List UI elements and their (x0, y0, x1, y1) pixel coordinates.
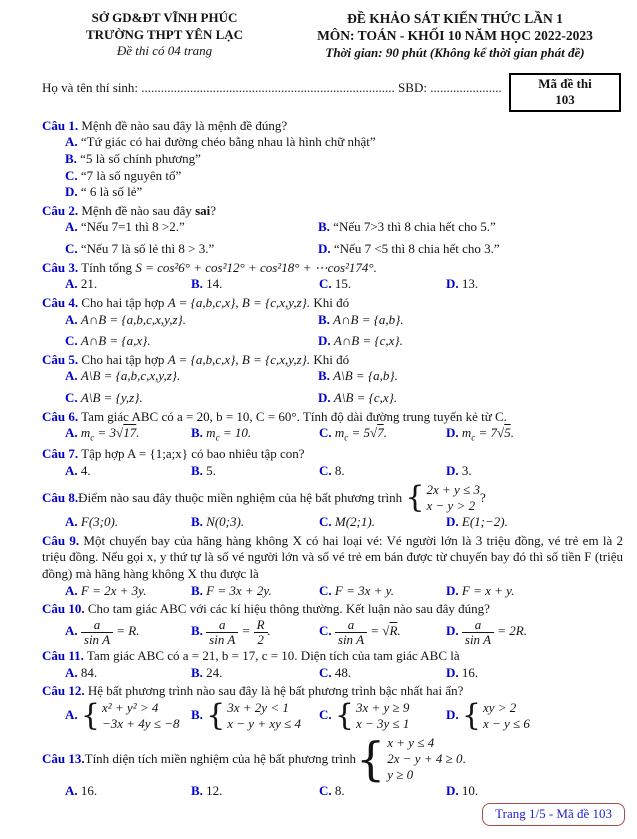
option-value: 10. (461, 783, 479, 799)
option-letter: A. (65, 219, 78, 235)
exam-title: ĐỀ KHẢO SÁT KIẾN THỨC LẦN 1 (347, 11, 563, 26)
stem-formula: A = {a,b,c,x}, B = {c,x,y,z}. (167, 351, 311, 367)
option-letter: C. (65, 167, 78, 183)
stem-text: Mệnh đề nào sau đây (78, 202, 196, 218)
fraction: $\frac{a}{\text{sin A}}$ (462, 618, 494, 646)
stem-bold-word: sai (195, 202, 211, 218)
option-B (318, 219, 623, 236)
option-D (446, 276, 623, 293)
system-line: y ≥ 0 (387, 767, 414, 783)
option-value: $\frac{a}{\text{sin A}}$ = R. (81, 623, 140, 638)
option-D (318, 390, 623, 407)
option-letter: C. (319, 783, 332, 799)
option-letter: C. (65, 241, 78, 257)
question-label: Câu 5. (42, 351, 79, 367)
option-value: $m_c = 3√17$. (80, 425, 140, 443)
option-A (65, 425, 191, 444)
option-D (446, 665, 623, 682)
option-value: F = 2x + 3y. (80, 582, 147, 598)
option-value: $\frac{a}{\text{sin A}}$ = √R. (335, 623, 401, 638)
question-stem (42, 731, 623, 786)
option-B (65, 151, 623, 168)
option-letter: B. (191, 425, 203, 441)
question-stem (42, 533, 623, 583)
option-letter: B. (191, 582, 203, 598)
option-value: 21. (80, 276, 98, 292)
option-value: A\B = {a,b,c,x,y,z}. (80, 368, 181, 384)
question-stem (42, 648, 623, 665)
option-letter: C. (319, 623, 332, 639)
question-3 (42, 260, 623, 293)
option-C (319, 583, 446, 600)
option-D (446, 783, 623, 800)
option-letter: C. (65, 390, 78, 406)
department-name: SỞ GD&ĐT VĨNH PHÚC (91, 10, 238, 25)
option-letter: A. (65, 664, 78, 680)
question-label: Câu 9. (42, 532, 80, 548)
stem-text: Điểm nào sau đây thuộc miền nghiệm của hệ bất phương trình (78, 489, 403, 505)
system-line: −3x + 4y ≤ −8 (101, 716, 180, 732)
option-B (318, 368, 623, 385)
option-value: 4. (80, 463, 91, 479)
stem-text: Hệ bất phương trình nào sau đây là hệ bất phương trình bậc nhất hai ẩn? (84, 683, 464, 699)
option-value: $\frac{a}{\text{sin A}}$ = 2R. (462, 623, 527, 638)
system-line: x² + y² > 4 (101, 700, 159, 716)
question-stem (42, 118, 623, 135)
option-letter: A. (65, 623, 78, 639)
fraction: $\frac{a}{\text{sin A}}$ (335, 618, 367, 646)
option-B (191, 583, 319, 600)
option-C (319, 700, 446, 733)
option-letter: C. (319, 463, 332, 479)
question-stem (42, 479, 623, 515)
option-value: $\frac{a}{\text{sin A}}$ = $\frac{R}{2}$ . (206, 623, 271, 638)
option-value: F = 3x + 2y. (206, 582, 272, 598)
system-line: 2x − y + 4 ≥ 0 (387, 750, 463, 766)
option-value: A∩B = {c,x}. (333, 333, 403, 349)
option-letter: B. (318, 219, 330, 235)
option-value: “5 là số chính phương” (80, 150, 201, 166)
question-label: Câu 8. (42, 489, 79, 505)
option-letter: D. (446, 582, 459, 598)
option-B (191, 700, 319, 733)
fraction: $\frac{R}{2}$ (254, 618, 268, 646)
option-value: A\B = {c,x}. (333, 390, 398, 406)
question-label: Câu 2. (42, 202, 79, 218)
exam-code-number: 103 (555, 92, 575, 108)
exam-code-label: Mã đề thi (538, 76, 592, 92)
option-C (65, 390, 318, 407)
option-value: F = x + y. (461, 582, 515, 598)
option-letter: D. (446, 707, 459, 723)
question-stem (42, 260, 623, 277)
inequality-system (206, 700, 301, 733)
option-letter: B. (191, 463, 203, 479)
inequality-system (355, 731, 466, 786)
candidate-name-dots: .............................................................................. (141, 80, 395, 96)
option-letter: D. (446, 276, 459, 292)
page-number: Trang 1/5 - Mã đề 103 (495, 806, 612, 822)
option-value: 12. (206, 783, 223, 799)
inequality-system (462, 700, 530, 733)
stem-text: ? (210, 202, 217, 218)
option-A (65, 134, 623, 151)
inequality-system (81, 700, 180, 733)
option-D (446, 618, 623, 646)
stem-text: Tính tổng (78, 259, 136, 275)
option-value: A∩B = {a,b}. (333, 311, 404, 327)
brace-icon: { (80, 698, 100, 734)
option-D (318, 241, 623, 258)
option-letter: A. (65, 425, 78, 441)
system-line: 3x + 2y < 1 (227, 700, 289, 716)
option-A (65, 665, 191, 682)
option-value: 15. (334, 276, 352, 292)
option-letter: D. (446, 783, 459, 799)
option-C (319, 783, 446, 800)
brace-icon: { (405, 479, 425, 515)
option-B (191, 618, 319, 646)
option-C (65, 241, 318, 258)
option-D (446, 514, 623, 531)
option-A (65, 463, 191, 480)
system-line: x + y ≤ 4 (387, 734, 435, 750)
option-B (191, 783, 319, 800)
exam-subject: MÔN: TOÁN - KHỐI 10 NĂM HỌC 2022-2023 (317, 28, 593, 44)
question-9 (42, 533, 623, 600)
question-label: Câu 4. (42, 294, 79, 310)
option-value: $m_c = 10$. (206, 425, 252, 443)
option-C (319, 514, 446, 531)
option-letter: A. (65, 368, 78, 384)
question-label: Câu 7. (42, 446, 79, 462)
option-letter: D. (446, 514, 459, 530)
option-letter: C. (319, 425, 332, 441)
option-letter: C. (319, 582, 332, 598)
option-letter: A. (65, 514, 78, 530)
option-A (65, 368, 318, 385)
option-letter: B. (191, 707, 203, 723)
inequality-system (405, 479, 480, 515)
candidate-row (42, 73, 623, 112)
option-letter: A. (65, 582, 78, 598)
option-A (65, 514, 191, 531)
option-value: 48. (334, 664, 352, 680)
inequality-system (335, 700, 410, 733)
sbd-label: SBD: (398, 80, 427, 96)
option-value: 84. (80, 664, 98, 680)
stem-text: Mệnh đề nào sau đây là mệnh đề đúng? (78, 117, 288, 133)
stem-text: Cho tam giác ABC với các kí hiệu thông thường. Kết luận nào sau đây đúng? (84, 601, 490, 617)
system-line: x − 3y ≤ 1 (355, 716, 410, 732)
candidate-line (42, 73, 509, 97)
stem-text: Cho hai tập hợp (78, 294, 168, 310)
option-value: 3. (461, 463, 472, 479)
option-letter: A. (65, 707, 78, 723)
exam-duration: Thời gian: 90 phút (Không kể thời gian phát đề) (325, 44, 585, 60)
question-label: Câu 10. (42, 601, 85, 617)
option-C (319, 425, 446, 444)
option-letter: C. (319, 276, 332, 292)
option-A (65, 276, 191, 293)
stem-text: Khi đó (310, 294, 350, 310)
option-letter: C. (65, 333, 78, 349)
stem-text: Khi đó (310, 351, 350, 367)
stem-text: Tính diện tích miền nghiệm của hệ bất phương trình (84, 750, 356, 766)
option-letter: C. (319, 707, 332, 723)
option-value: “Tứ giác có hai đường chéo bằng nhau là hình chữ nhật” (80, 134, 376, 150)
question-8 (42, 479, 623, 531)
option-value: “Nếu 7 là số lẻ thì 8 > 3.” (80, 241, 215, 257)
question-label: Câu 1. (42, 117, 79, 133)
option-value: N(0;3). (206, 514, 245, 530)
option-letter: B. (191, 623, 203, 639)
system-line: x − y ≤ 6 (482, 716, 530, 732)
option-letter: B. (191, 514, 203, 530)
question-1 (42, 118, 623, 201)
exam-code-box (509, 73, 621, 112)
system-line: 3x + y ≥ 9 (355, 700, 410, 716)
brace-icon: { (334, 698, 354, 734)
option-value: “Nếu 7>3 thì 8 chia hết cho 5.” (333, 219, 496, 235)
candidate-name-label: Họ và tên thí sinh: (42, 80, 139, 96)
brace-icon: { (355, 731, 386, 786)
option-C (319, 665, 446, 682)
question-6 (42, 409, 623, 445)
question-stem (42, 683, 623, 700)
option-value: 13. (461, 276, 479, 292)
option-letter: D. (446, 623, 459, 639)
sbd-dots: ...................... (430, 80, 502, 96)
brace-icon: { (461, 698, 481, 734)
option-C (319, 276, 446, 293)
option-value: 8. (334, 783, 345, 799)
option-letter: B. (65, 150, 77, 166)
question-4 (42, 295, 623, 350)
question-stem (42, 295, 623, 312)
option-A (65, 312, 318, 329)
option-letter: B. (191, 664, 203, 680)
brace-icon: { (206, 698, 226, 734)
option-letter: A. (65, 134, 78, 150)
option-B (191, 425, 319, 444)
question-10 (42, 601, 623, 646)
question-5 (42, 352, 623, 407)
option-C (319, 618, 446, 646)
option-A (65, 219, 318, 236)
question-label: Câu 12. (42, 683, 85, 699)
option-B (191, 463, 319, 480)
option-value: $m_c = 5√7$. (334, 425, 387, 443)
option-B (318, 312, 623, 329)
option-letter: A. (65, 783, 78, 799)
option-letter: A. (65, 463, 78, 479)
option-letter: C. (319, 514, 332, 530)
option-D (318, 333, 623, 350)
option-value: A∩B = {a,b,c,x,y,z}. (80, 311, 186, 327)
question-13 (42, 731, 623, 800)
option-value: 16. (461, 664, 479, 680)
option-letter: D. (318, 241, 331, 257)
option-C (65, 168, 623, 185)
question-2 (42, 203, 623, 258)
question-7 (42, 446, 623, 479)
option-value: $m_c = 7√5$. (461, 425, 514, 443)
question-label: Câu 3. (42, 259, 79, 275)
option-C (319, 463, 446, 480)
option-letter: D. (446, 664, 459, 680)
school-name: TRƯỜNG THPT YÊN LẠC (85, 26, 244, 42)
stem-formula: A = {a,b,c,x}, B = {c,x,y,z}. (167, 294, 311, 310)
option-B (191, 514, 319, 531)
option-value: E(1;−2). (461, 514, 508, 530)
header-title (287, 10, 623, 61)
option-value: 14. (206, 276, 223, 292)
option-letter: B. (191, 783, 203, 799)
fraction: $\frac{a}{\text{sin A}}$ (206, 618, 238, 646)
option-value: A\B = {a,b}. (333, 368, 398, 384)
question-stem (42, 203, 623, 220)
header (42, 10, 623, 61)
system-line: x − y + xy ≤ 4 (227, 716, 302, 732)
stem-text: Cho hai tập hợp (78, 351, 168, 367)
option-value: “ 6 là số lẻ” (80, 184, 143, 200)
option-A (65, 618, 191, 646)
option-letter: B. (191, 276, 203, 292)
stem-text: Một chuyến bay của hãng hàng không X có hai loại vé: Vé người lớn là 3 triệu đồng, vé trẻ em là 2 triệu đồng. Nếu gọi x, y thứ tự là số vé người lớn và số vé trẻ em bán được từ chuyến bay đó thì số tiền F (triệu đồng) mà hãng hàng không X thu được là (42, 532, 623, 582)
fraction: $\frac{a}{\text{sin A}}$ (81, 618, 113, 646)
option-letter: B. (318, 311, 330, 327)
question-label: Câu 6. (42, 408, 79, 424)
option-value: 5. (206, 463, 216, 479)
page-footer-box (482, 803, 625, 826)
question-label: Câu 13. (42, 750, 85, 766)
stem-formula: S = cos²6° + cos²12° + cos²18° + ⋯cos²174°. (135, 259, 377, 275)
page-count-note: Đề thi có 04 trang (116, 43, 213, 59)
question-stem (42, 601, 623, 618)
option-A (65, 700, 191, 733)
system-line: 2x + y ≤ 3 (426, 481, 480, 497)
system-line: x − y > 2 (426, 497, 476, 513)
option-C (65, 333, 318, 350)
option-value: “Nếu 7=1 thì 8 >2.” (80, 219, 185, 235)
stem-text: Tập hợp A = {1;a;x} có bao nhiêu tập con? (78, 446, 305, 462)
option-value: “Nếu 7 <5 thì 8 chia hết cho 3.” (333, 241, 500, 257)
system-line: xy > 2 (482, 700, 517, 716)
option-A (65, 583, 191, 600)
stem-text: Tam giác ABC có a = 20, b = 10, C = 60°. Tính độ dài đường trung tuyến kẻ từ C. (78, 408, 507, 424)
option-letter: D. (446, 463, 459, 479)
option-D (446, 463, 623, 480)
option-letter: B. (318, 368, 330, 384)
question-11 (42, 648, 623, 681)
question-stem (42, 352, 623, 369)
option-value: F(3;0). (80, 514, 119, 530)
option-letter: D. (65, 184, 78, 200)
header-school (42, 10, 287, 61)
question-12 (42, 683, 623, 732)
option-value: “7 là số nguyên tố” (80, 167, 182, 183)
option-value: F = 3x + y. (334, 582, 394, 598)
option-D (446, 583, 623, 600)
option-B (191, 276, 319, 293)
option-letter: D. (446, 425, 459, 441)
question-stem (42, 446, 623, 463)
option-letter: A. (65, 311, 78, 327)
option-value: 24. (206, 664, 223, 680)
stem-text: Tam giác ABC có a = 21, b = 17, c = 10. Diện tích của tam giác ABC là (83, 648, 460, 664)
option-letter: A. (65, 276, 78, 292)
stem-text: ? (479, 489, 486, 505)
option-value: M(2;1). (334, 514, 375, 530)
question-stem (42, 409, 623, 426)
question-label: Câu 11. (42, 648, 84, 664)
option-A (65, 783, 191, 800)
option-D (65, 184, 623, 201)
option-B (191, 665, 319, 682)
option-value: 16. (80, 783, 98, 799)
option-D (446, 700, 623, 733)
option-letter: C. (319, 664, 332, 680)
stem-text: . (462, 750, 466, 766)
option-letter: D. (318, 390, 331, 406)
option-value: A\B = {y,z}. (80, 390, 143, 406)
option-D (446, 425, 623, 444)
option-value: 8. (334, 463, 345, 479)
option-letter: D. (318, 333, 331, 349)
option-value: A∩B = {a,x}. (80, 333, 151, 349)
